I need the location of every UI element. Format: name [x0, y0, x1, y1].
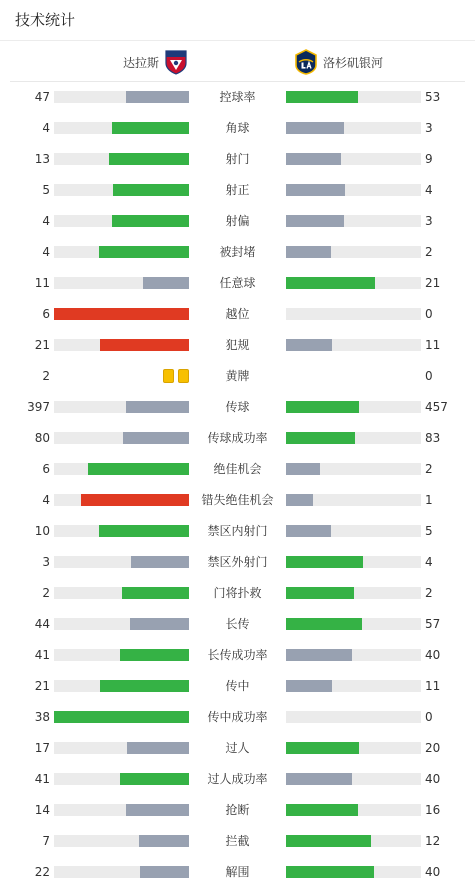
- stat-label: 禁区外射门: [207, 555, 268, 569]
- home-stat-value: 22: [34, 865, 50, 879]
- home-bar-fill: [112, 122, 189, 134]
- stat-label: 角球: [225, 121, 250, 135]
- away-bar-fill: [286, 587, 354, 599]
- away-stat-value: 3: [425, 121, 433, 135]
- home-stat-value: 397: [27, 400, 50, 414]
- away-bar-track: [286, 866, 421, 878]
- stat-row: [0, 144, 475, 175]
- home-stat-value: 6: [42, 307, 50, 321]
- away-stat-value: 16: [425, 803, 441, 817]
- teams-header: [10, 41, 465, 82]
- home-bar-fill: [99, 525, 189, 537]
- away-bar-fill: [286, 339, 332, 351]
- home-bar-fill: [54, 711, 189, 723]
- away-bar-fill: [286, 246, 331, 258]
- home-team-name: 达拉斯: [122, 55, 159, 70]
- stat-label: 越位: [225, 307, 250, 321]
- away-bar-track: [286, 742, 421, 754]
- yellow-cards: [163, 369, 189, 383]
- home-stat-value: 3: [42, 555, 50, 569]
- stat-label: 传球: [225, 400, 250, 414]
- away-bar-track: [286, 91, 421, 103]
- stat-row: [0, 671, 475, 702]
- away-bar-fill: [286, 556, 363, 568]
- stat-row: [0, 392, 475, 423]
- away-bar-track: [286, 835, 421, 847]
- stat-label: 射门: [225, 152, 250, 166]
- home-bar-fill: [130, 618, 189, 630]
- home-stat-value: 47: [34, 90, 50, 104]
- stat-label: 射偏: [225, 214, 250, 228]
- home-bar-track: [54, 525, 189, 537]
- home-bar-track: [54, 680, 189, 692]
- page-title: 技术统计: [15, 11, 76, 29]
- away-bar-fill: [286, 680, 332, 692]
- away-bar-track: [286, 494, 421, 506]
- home-bar-track: [54, 463, 189, 475]
- stat-row: [0, 764, 475, 795]
- home-bar-track: [54, 773, 189, 785]
- away-bar-track: [286, 122, 421, 134]
- home-bar-fill: [123, 432, 189, 444]
- home-bar-fill: [100, 680, 189, 692]
- home-bar-track: [54, 649, 189, 661]
- yellow-card-icon: [178, 369, 189, 383]
- away-stat-value: 40: [425, 648, 441, 662]
- stat-row: [0, 361, 475, 392]
- away-bar-track: [286, 773, 421, 785]
- stat-row: [0, 423, 475, 454]
- home-stat-value: 41: [34, 772, 50, 786]
- home-stat-value: 38: [34, 710, 50, 724]
- away-bar-fill: [286, 184, 345, 196]
- away-bar-fill: [286, 742, 359, 754]
- home-bar-track: [54, 122, 189, 134]
- home-bar-track: [54, 339, 189, 351]
- home-team[interactable]: [123, 49, 189, 75]
- away-stat-value: 53: [425, 90, 441, 104]
- stat-label: 黄牌: [225, 369, 250, 383]
- away-stat-value: 21: [425, 276, 441, 290]
- away-bar-fill: [286, 494, 313, 506]
- home-bar-fill: [122, 587, 190, 599]
- away-bar-track: [286, 277, 421, 289]
- away-bar-fill: [286, 432, 355, 444]
- home-stat-value: 4: [42, 121, 50, 135]
- stat-row: [0, 485, 475, 516]
- stat-label: 犯规: [225, 338, 250, 352]
- away-bar-fill: [286, 463, 320, 475]
- away-bar-fill: [286, 649, 352, 661]
- stat-label: 过人成功率: [207, 772, 268, 786]
- home-stat-value: 10: [34, 524, 50, 538]
- stat-label: 控球率: [219, 90, 256, 104]
- away-stat-value: 11: [425, 338, 441, 352]
- home-bar-fill: [109, 153, 189, 165]
- away-bar-track: [286, 680, 421, 692]
- stat-row: [0, 733, 475, 764]
- stat-label: 禁区内射门: [207, 524, 268, 538]
- away-bar-fill: [286, 525, 331, 537]
- home-stat-value: 21: [34, 338, 50, 352]
- stat-row: [0, 578, 475, 609]
- away-stat-value: 40: [425, 865, 441, 879]
- stat-row: [0, 640, 475, 671]
- away-bar-track: [286, 153, 421, 165]
- stat-row: [0, 206, 475, 237]
- home-bar-fill: [120, 649, 189, 661]
- stat-label: 过人: [225, 741, 250, 755]
- home-bar-track: [54, 91, 189, 103]
- home-stat-value: 7: [42, 834, 50, 848]
- home-bar-track: [54, 246, 189, 258]
- home-bar-fill: [112, 215, 189, 227]
- away-stat-value: 57: [425, 617, 441, 631]
- home-bar-track: [54, 432, 189, 444]
- home-bar-track: [54, 618, 189, 630]
- home-stat-value: 21: [34, 679, 50, 693]
- away-bar-fill: [286, 866, 374, 878]
- stat-row: [0, 330, 475, 361]
- home-stat-value: 17: [34, 741, 50, 755]
- away-bar-fill: [286, 153, 341, 165]
- home-stat-value: 4: [42, 493, 50, 507]
- stat-label: 射正: [225, 183, 250, 197]
- stats-list: [0, 82, 475, 888]
- home-bar-track: [54, 835, 189, 847]
- home-bar-track: [54, 494, 189, 506]
- away-bar-track: [286, 556, 421, 568]
- stat-row: [0, 454, 475, 485]
- away-stat-value: 2: [425, 245, 433, 259]
- home-stat-value: 44: [34, 617, 50, 631]
- stat-row: [0, 795, 475, 826]
- home-bar-fill: [139, 835, 189, 847]
- home-bar-track: [54, 711, 189, 723]
- home-bar-track: [54, 184, 189, 196]
- home-bar-fill: [127, 742, 189, 754]
- home-bar-fill: [126, 401, 189, 413]
- stat-label: 抢断: [225, 803, 250, 817]
- home-bar-fill: [126, 804, 189, 816]
- stat-label: 长传: [225, 617, 250, 631]
- home-stat-value: 5: [42, 183, 50, 197]
- stat-label: 门将扑救: [213, 586, 262, 600]
- home-bar-track: [54, 804, 189, 816]
- home-stat-value: 6: [42, 462, 50, 476]
- home-stat-value: 4: [42, 214, 50, 228]
- away-bar-track: [286, 432, 421, 444]
- home-stat-value: 80: [34, 431, 50, 445]
- home-bar-track: [54, 401, 189, 413]
- header: [0, 0, 475, 41]
- away-bar-track: [286, 184, 421, 196]
- home-bar-track: [54, 153, 189, 165]
- home-bar-fill: [99, 246, 189, 258]
- stat-label: 任意球: [219, 276, 256, 290]
- home-bar-fill: [140, 866, 189, 878]
- away-stat-value: 1: [425, 493, 433, 507]
- home-bar-fill: [120, 773, 189, 785]
- home-bar-fill: [54, 308, 189, 320]
- fc-dallas-crest-icon: [163, 49, 189, 75]
- away-stat-value: 83: [425, 431, 441, 445]
- stat-row: [0, 609, 475, 640]
- away-stat-value: 0: [425, 369, 433, 383]
- away-bar-fill: [286, 401, 359, 413]
- home-bar-track: [54, 556, 189, 568]
- away-stat-value: 40: [425, 772, 441, 786]
- home-bar-track: [54, 742, 189, 754]
- away-bar-track: [286, 215, 421, 227]
- home-bar-track: [54, 866, 189, 878]
- stat-row: [0, 547, 475, 578]
- away-bar-fill: [286, 835, 371, 847]
- away-stat-value: 2: [425, 462, 433, 476]
- away-bar-fill: [286, 122, 344, 134]
- away-stat-value: 2: [425, 586, 433, 600]
- stat-row: [0, 702, 475, 733]
- away-stat-value: 4: [425, 183, 433, 197]
- away-bar-track: [286, 618, 421, 630]
- away-bar-fill: [286, 215, 344, 227]
- home-bar-fill: [81, 494, 189, 506]
- stat-row: [0, 237, 475, 268]
- yellow-card-icon: [163, 369, 174, 383]
- home-bar-fill: [126, 91, 189, 103]
- home-stat-value: 11: [34, 276, 50, 290]
- away-bar-track: [286, 804, 421, 816]
- stat-row: [0, 826, 475, 857]
- home-stat-value: 2: [42, 586, 50, 600]
- away-bar-track: [286, 587, 421, 599]
- away-stat-value: 4: [425, 555, 433, 569]
- away-stat-value: 0: [425, 710, 433, 724]
- away-bar-track: [286, 711, 421, 723]
- stat-label: 被封堵: [219, 245, 256, 259]
- stat-label: 解围: [225, 865, 250, 879]
- stat-label: 传球成功率: [207, 431, 268, 445]
- away-team-name: 洛杉矶银河: [323, 55, 384, 70]
- home-bar-track: [54, 308, 189, 320]
- away-bar-track: [286, 308, 421, 320]
- home-bar-track: [54, 277, 189, 289]
- away-stat-value: 11: [425, 679, 441, 693]
- home-stat-value: 2: [42, 369, 50, 383]
- stat-label: 传中: [225, 679, 250, 693]
- away-bar-fill: [286, 773, 352, 785]
- home-stat-value: 13: [34, 152, 50, 166]
- stat-row: [0, 113, 475, 144]
- home-stat-value: 4: [42, 245, 50, 259]
- stat-row: [0, 82, 475, 113]
- away-bar-fill: [286, 277, 375, 289]
- stat-label: 长传成功率: [207, 648, 268, 662]
- away-stat-value: 12: [425, 834, 441, 848]
- home-bar-track: [54, 587, 189, 599]
- away-bar-fill: [286, 618, 362, 630]
- away-stat-value: 5: [425, 524, 433, 538]
- away-bar-track: [286, 246, 421, 258]
- home-bar-fill: [100, 339, 189, 351]
- home-bar-fill: [88, 463, 189, 475]
- stat-row: [0, 299, 475, 330]
- stat-row: [0, 857, 475, 888]
- stat-row: [0, 268, 475, 299]
- stat-label: 错失绝佳机会: [201, 493, 274, 507]
- away-bar-track: [286, 525, 421, 537]
- away-bar-fill: [286, 91, 358, 103]
- away-bar-track: [286, 401, 421, 413]
- home-bar-fill: [143, 277, 189, 289]
- away-stat-value: 9: [425, 152, 433, 166]
- away-stat-value: 0: [425, 307, 433, 321]
- stat-row: [0, 175, 475, 206]
- home-stat-value: 14: [34, 803, 50, 817]
- la-galaxy-crest-icon: [293, 49, 319, 75]
- stat-row: [0, 516, 475, 547]
- home-bar-fill: [113, 184, 189, 196]
- home-bar-fill: [131, 556, 189, 568]
- away-bar-track: [286, 463, 421, 475]
- away-bar-track: [286, 339, 421, 351]
- away-team[interactable]: [293, 49, 383, 75]
- home-bar-track: [54, 215, 189, 227]
- away-bar-track: [286, 649, 421, 661]
- stat-label: 拦截: [225, 834, 250, 848]
- stat-label: 绝佳机会: [213, 462, 262, 476]
- away-stat-value: 20: [425, 741, 441, 755]
- away-stat-value: 457: [425, 400, 448, 414]
- away-bar-fill: [286, 804, 358, 816]
- home-stat-value: 41: [34, 648, 50, 662]
- away-stat-value: 3: [425, 214, 433, 228]
- stat-label: 传中成功率: [207, 710, 268, 724]
